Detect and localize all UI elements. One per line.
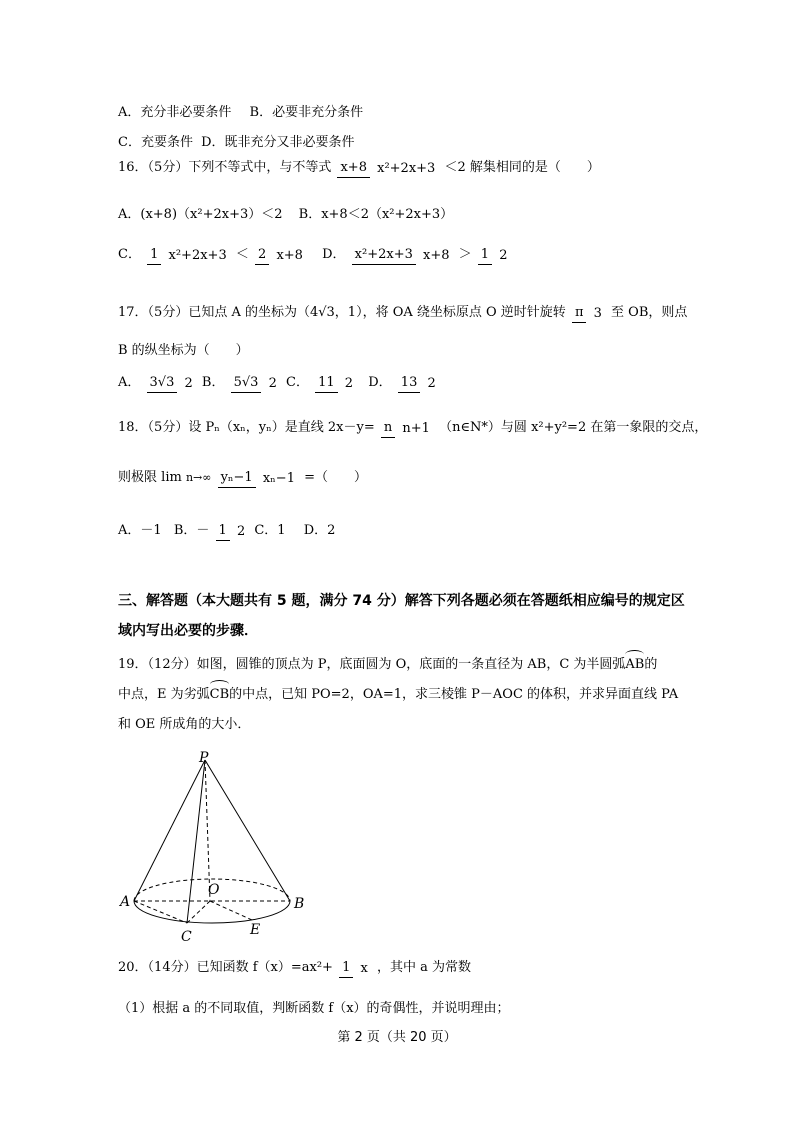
q19-line2 [118, 685, 678, 706]
label-a: A [120, 894, 131, 910]
q17-d-frac [398, 374, 439, 393]
q16-d-frac1-den: x+8 [423, 248, 450, 263]
q20-line1-post: ，其中 a 为常数 [377, 960, 472, 975]
q17-rot-den: 3 [593, 306, 602, 321]
q16-stem-post: ＜2 解集相同的是（ ） [444, 160, 600, 175]
label-e: E [250, 922, 261, 938]
q17-options [118, 373, 441, 394]
q16-options-cd [118, 245, 513, 266]
q20-frac-den: x [360, 961, 368, 976]
q16-options-ab [118, 205, 453, 226]
q19-line1 [118, 655, 657, 676]
q15-option-a: A．充分非必要条件 [118, 105, 232, 120]
q18-line2-pre: 则极限 [118, 470, 158, 485]
q18-lim-den: xₙ−1 [262, 471, 295, 486]
height-po [205, 760, 210, 901]
q18-limit-fraction [218, 469, 298, 488]
q15-option-b: B．必要非充分条件 [249, 105, 364, 120]
q17-a-den: 2 [184, 376, 193, 391]
q19-line1-pre: 19．（12分）如图，圆锥的顶点为 P，底面圆为 O，底面的一条直径为 AB，C 为半圆弧 [118, 657, 626, 672]
q16-stem [118, 158, 600, 179]
q17-option-b-label: B． [201, 375, 225, 390]
q16-c-frac1 [147, 246, 230, 265]
segment-ac [134, 901, 187, 923]
q18-frac-num: n [381, 419, 395, 438]
q17-b-frac [231, 374, 280, 393]
q16-stem-pre: 16．（5分）下列不等式中，与不等式 [118, 160, 332, 175]
q18-b-frac [216, 522, 249, 541]
segment-oc [187, 901, 210, 923]
q18-line-fraction [381, 419, 433, 438]
q18-options [118, 521, 335, 542]
q19-line3: 和 OE 所成角的大小． [118, 717, 251, 732]
q17-option-a-label: A． [118, 375, 141, 390]
q16-frac-num: x+8 [337, 159, 370, 178]
q15-options-cd [118, 133, 355, 154]
q16-c-frac2 [255, 246, 306, 265]
q17-rot-num: π [572, 304, 587, 323]
q19-line1-post: 的 [644, 657, 658, 672]
q16-c-frac1-den: x²+2x+3 [168, 248, 227, 263]
page-footer: 第 2 页（共 20 页） [337, 1030, 457, 1045]
q16-option-b: B．x+8＜2（x²+2x+3） [298, 207, 454, 222]
q18-limit-line [118, 468, 367, 489]
q16-c-frac2-den: x+8 [276, 248, 303, 263]
segment-oe [210, 901, 252, 920]
q19-arc-cb: CB [210, 685, 230, 705]
label-p: P [199, 750, 209, 766]
q16-d-frac2-den: 2 [499, 248, 508, 263]
q17-d-num: 13 [398, 374, 421, 393]
label-o: O [208, 882, 220, 898]
label-b: B [294, 896, 305, 912]
q19-line2-pre: 中点，E 为劣弧 [118, 687, 210, 702]
q18-option-c: C．1 [254, 523, 286, 538]
q16-fraction [337, 159, 438, 178]
edge-pc [187, 760, 205, 923]
q20-line1-pre: 20．（14分）已知函数 f（x）=ax²+ [118, 960, 333, 975]
q17-option-d-label: D． [368, 375, 392, 390]
q16-option-d-label: D． [322, 247, 346, 262]
q18-lim-top: lim [161, 469, 182, 485]
q16-d-frac1 [352, 246, 453, 265]
q18-stem [118, 418, 707, 439]
q18-stem-post: （n∈N*）与圆 x²+y²=2 在第一象限的交点， [439, 420, 708, 435]
q18-frac-den: n+1 [402, 421, 430, 436]
q18-line2-post: =（ ） [304, 470, 368, 485]
label-c: C [181, 929, 192, 945]
q17-b-den: 2 [268, 376, 277, 391]
q17-c-num: 11 [315, 374, 338, 393]
q20-fraction [339, 959, 371, 978]
q17-a-num: 3√3 [147, 374, 178, 393]
q17-stem-post: 至 OB，则点 [611, 305, 688, 320]
q18-b-den: 2 [236, 524, 246, 539]
q17-b-num: 5√3 [231, 374, 262, 393]
q18-option-d: D．2 [303, 523, 336, 538]
q16-d-frac1-num: x²+2x+3 [352, 246, 416, 265]
q19-line2-post: 的中点，已知 PO=2，OA=1，求三棱锥 P－AOC 的体积，并求异面直线 PA [229, 687, 679, 702]
q17-stem-pre: 17．（5分）已知点 A 的坐标为（4√3，1），将 OA 绕坐标原点 O 逆时针旋转 [118, 305, 566, 320]
q16-c-mid: ＜ [235, 247, 249, 262]
q16-option-c-label: C． [118, 247, 141, 262]
q17-line2: B 的纵坐标为（ ） [118, 343, 249, 358]
q17-option-c-label: C． [286, 375, 309, 390]
section3-line2: 域内写出必要的步骤． [118, 623, 258, 639]
q15-option-d: D．既非充分又非必要条件 [201, 135, 355, 150]
q17-stem [118, 303, 687, 324]
q20-line1 [118, 958, 471, 979]
q20-frac-num: 1 [339, 959, 353, 978]
base-front-arc [134, 901, 290, 923]
q17-a-frac [147, 374, 196, 393]
q18-lim-num: yₙ−1 [218, 469, 256, 488]
q16-frac-den: x²+2x+3 [377, 161, 436, 176]
q15-options-ab [118, 103, 363, 124]
q16-option-a: A．(x+8)（x²+2x+3）＜2 [118, 207, 283, 222]
section3-line1: 三、解答题（本大题共有 5 题，满分 74 分）解答下列各题必须在答题纸相应编号的规定区 [118, 593, 685, 609]
q17-c-den: 2 [344, 376, 354, 391]
q16-d-frac2-num: 1 [478, 246, 492, 265]
q20-part1: （1）根据 a 的不同取值，判断函数 f（x）的奇偶性，并说明理由； [118, 1001, 510, 1016]
edge-pb [205, 760, 290, 901]
q16-c-frac2-num: 2 [255, 246, 269, 265]
q16-c-frac1-num: 1 [147, 246, 161, 265]
q18-stem-pre: 18．（5分）设 Pₙ（xₙ，yₙ）是直线 2x－y= [118, 420, 375, 435]
q17-c-frac [315, 374, 356, 393]
q17-rotation-fraction [572, 304, 605, 323]
q18-option-b-label: B．－ [173, 523, 210, 538]
q19-arc-ab: AB [625, 655, 644, 675]
q17-d-den: 2 [427, 376, 436, 391]
q15-option-c: C．充要条件 [118, 135, 193, 150]
q18-option-a: A．－1 [118, 523, 162, 538]
q16-d-frac2 [478, 246, 511, 265]
cone-figure [112, 748, 312, 946]
q18-limit [161, 471, 211, 486]
q18-b-num: 1 [216, 522, 230, 541]
q18-lim-sub: n→∞ [185, 470, 212, 484]
q16-d-mid: ＞ [458, 247, 472, 262]
